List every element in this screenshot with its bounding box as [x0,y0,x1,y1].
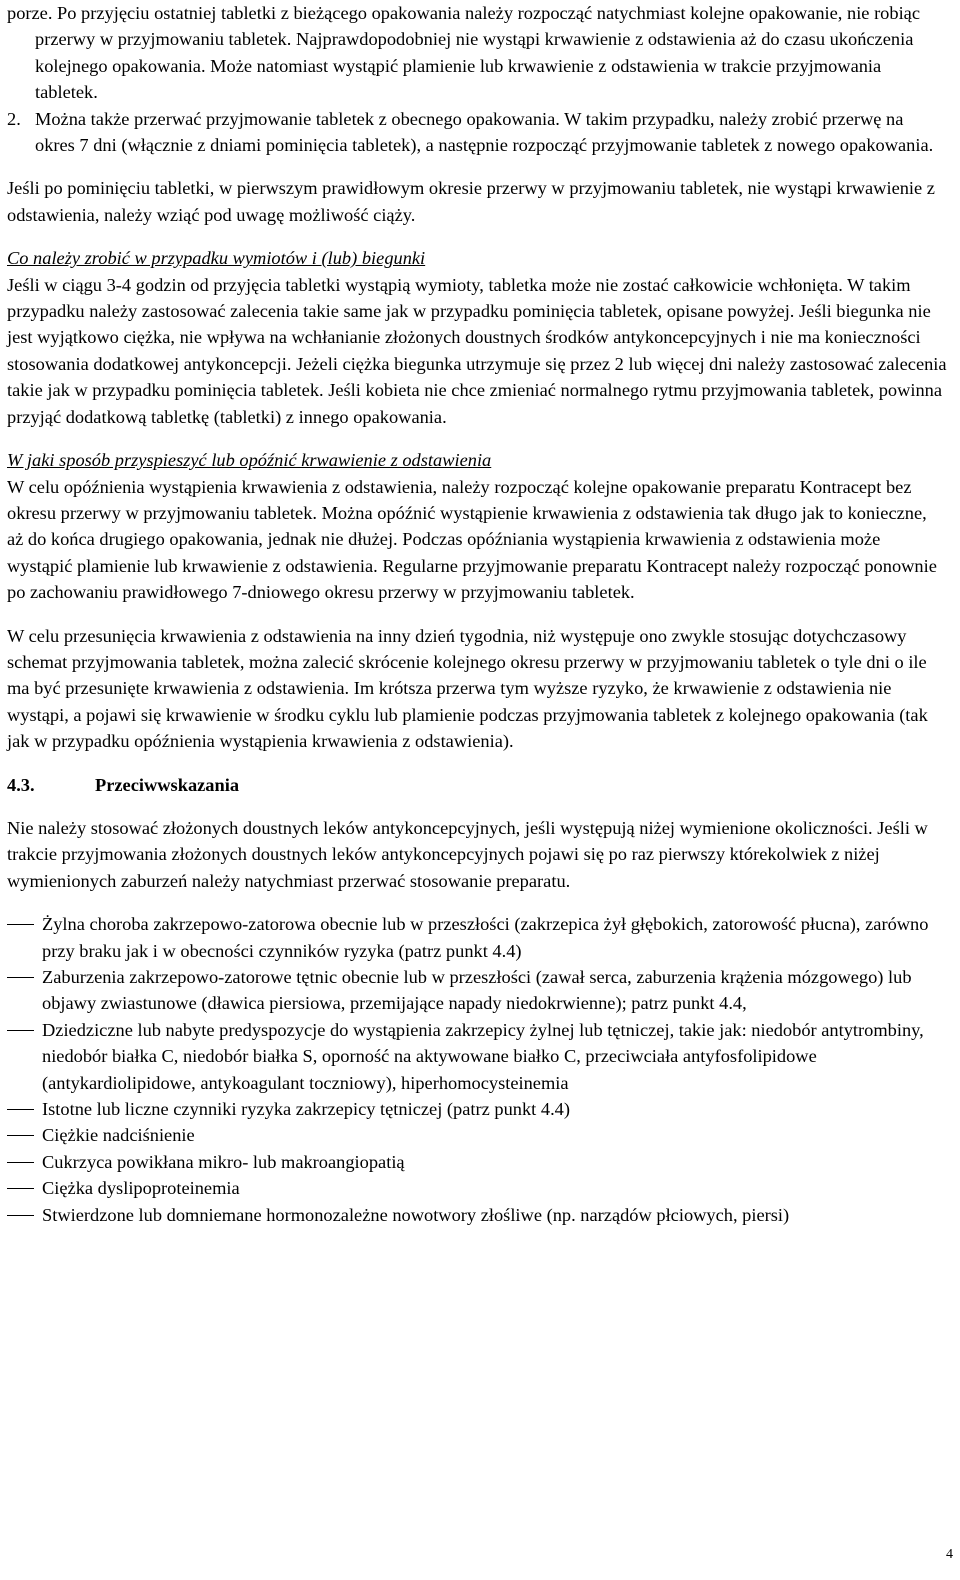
section-heading [7,772,947,798]
contraindications-list [7,911,947,1228]
list-item [7,1096,947,1122]
dash-bullet [7,977,34,978]
intro-paragraph: porze. Po przyjęciu ostatniej tabletki z bieżącego opakowania należy rozpocząć natychmiast kolejne opakowanie, nie robiąc przerwy w przyjmowaniu tabletek. Najprawdopodobniej nie wystąpi krwawienie z odstawienia aż do czasu ukończenia kolejnego opakowania. Może natomiast wystąpić plamienie lub krwawienie z odstawienia w trakcie przyjmowania tabletek. [7,3,921,103]
item-2-text: Można także przerwać przyjmowanie tabletek z obecnego opakowania. W takim przypadku, należy zrobić przerwę na okres 7 dni (włącznie z dniami pominięcia tabletek), a następnie rozpocząć przyjmowanie tabletek z nowego opakowania. [35,108,934,156]
shift-paragraph: W celu przesunięcia krwawienia z odstawienia na inny dzień tygodnia, niż występuje ono zwykle stosując dotychczasowy schemat przyjmowania tabletek, można zalecić skrócenie kolejnego okresu przerwy w przyjmowaniu tabletek o tyle dni o ile ma być przesunięte krwawienia z odstawienia. Im krótsza przerwa tym wyższe ryzyko, że krwawienie z odstawienia nie wystąpi, a pojawi się krwawienie w środku cyklu lub plamienie podczas przyjmowania tabletek z kolejnego opakowania (tak jak w przypadku opóźnienia wystąpienia krwawienia z odstawienia). [7,625,928,752]
vomiting-heading: Co należy zrobić w przypadku wymiotów i (lub) biegunki [7,248,426,269]
list-item [7,1202,947,1228]
list-item [7,1122,947,1148]
list-item [7,911,947,964]
dash-bullet [7,1162,34,1163]
list-item-text: Ciężkie nadciśnienie [42,1125,195,1146]
numbered-item-2 [7,106,947,159]
dash-bullet [7,1188,34,1189]
list-item-text: Ciężka dyslipoproteinemia [42,1178,240,1199]
dash-bullet [7,1109,34,1110]
dash-bullet [7,1215,34,1216]
list-item-text: Żylna choroba zakrzepowo-zatorowa obecnie lub w przeszłości (zakrzepica żył głębokich, zatorowość płucna), zarówno przy braku jak i w obecności czynników ryzyka (patrz punkt 4.4) [42,914,929,961]
list-item-text: Zaburzenia zakrzepowo-zatorowe tętnic obecnie lub w przeszłości (zawał serca, zaburzenia krążenia mózgowego) lub objawy zwiastunowe (dławica piersiowa, przemijające napady niedokrwienne); patrz punkt 4.4, [42,967,912,1014]
vomiting-section [7,245,947,430]
page-number: 4 [946,1547,953,1562]
list-item [7,1175,947,1201]
delay-heading: W jaki sposób przyspieszyć lub opóźnić krwawienie z odstawienia [7,450,492,471]
dash-bullet [7,1030,34,1031]
list-item [7,1017,947,1096]
list-item-text: Istotne lub liczne czynniki ryzyka zakrzepicy tętniczej (patrz punkt 4.4) [42,1099,570,1120]
pregnancy-paragraph: Jeśli po pominięciu tabletki, w pierwszym prawidłowym okresie przerwy w przyjmowaniu tabletek, nie wystąpi krwawienie z odstawienia, należy wziąć pod uwagę możliwość ciąży. [7,178,935,225]
list-item [7,964,947,1017]
document-page [7,0,947,1228]
list-item-text: Dziedziczne lub nabyte predyspozycje do wystąpienia zakrzepicy żylnej lub tętniczej, takie jak: niedobór antytrombiny, niedobór białka C, niedobór białka S, oporność na aktywowane białko C, przeciwciała antyfosfolipidowe (antykardiolipidowe, antykoagulant toczniowy), hiperhomocysteinemia [42,1019,924,1093]
item-number: 2. [7,108,21,129]
section-title: Przeciwwskazania [95,774,240,795]
delay-text: W celu opóźnienia wystąpienia krwawienia z odstawienia, należy rozpocząć kolejne opakowanie preparatu Kontracept bez okresu przerwy w przyjmowaniu tabletek. Można opóźnić wystąpienie krwawienia z odstawienia tak długo jak to konieczne, aż do końca drugiego opakowania, jednak nie dłużej. Podczas opóźniania wystąpienia krwawienia z odstawienia może wystąpić plamienie lub krwawienie z odstawienia. Regularne przyjmowanie preparatu Kontracept należy rozpocząć ponownie po zachowaniu prawidłowego 7-dniowego okresu przerwy w przyjmowaniu tabletek. [7,476,937,603]
dash-bullet [7,924,34,925]
list-item-text: Stwierdzone lub domniemane hormonozależne nowotwory złośliwe (np. narządów płciowych, piersi) [42,1204,790,1225]
vomiting-text: Jeśli w ciągu 3-4 godzin od przyjęcia tabletki wystąpią wymioty, tabletka może nie zostać całkowicie wchłonięta. W takim przypadku należy zastosować zalecenia takie same jak w przypadku pominięcia tabletek, opisane powyżej. Jeśli biegunka nie jest wyjątkowo ciężka, nie wpływa na wchłanianie złożonych doustnych środków antykoncepcyjnych i nie ma konieczności stosowania dodatkowej antykoncepcji. Jeżeli ciężka biegunka utrzymuje się przez 2 lub więcej dni należy zastosować zalecenia takie jak w przypadku pominięcia tabletek. Jeśli kobieta nie chce zmieniać normalnego rytmu przyjmowania tabletek, powinna przyjąć dodatkową tabletkę (tabletki) z innego opakowania. [7,274,947,427]
delay-section [7,447,947,605]
section-number: 4.3. [7,774,35,795]
list-item [7,1149,947,1175]
list-item-text: Cukrzyca powikłana mikro- lub makroangiopatią [42,1151,405,1172]
contraindications-intro: Nie należy stosować złożonych doustnych leków antykoncepcyjnych, jeśli występują niżej wymienione okoliczności. Jeśli w trakcie przyjmowania złożonych doustnych leków antykoncepcyjnych pojawi się po raz pierwszy którekolwiek z niżej wymienionych zaburzeń należy natychmiast przerwać stosowanie preparatu. [7,817,928,891]
dash-bullet [7,1135,34,1136]
